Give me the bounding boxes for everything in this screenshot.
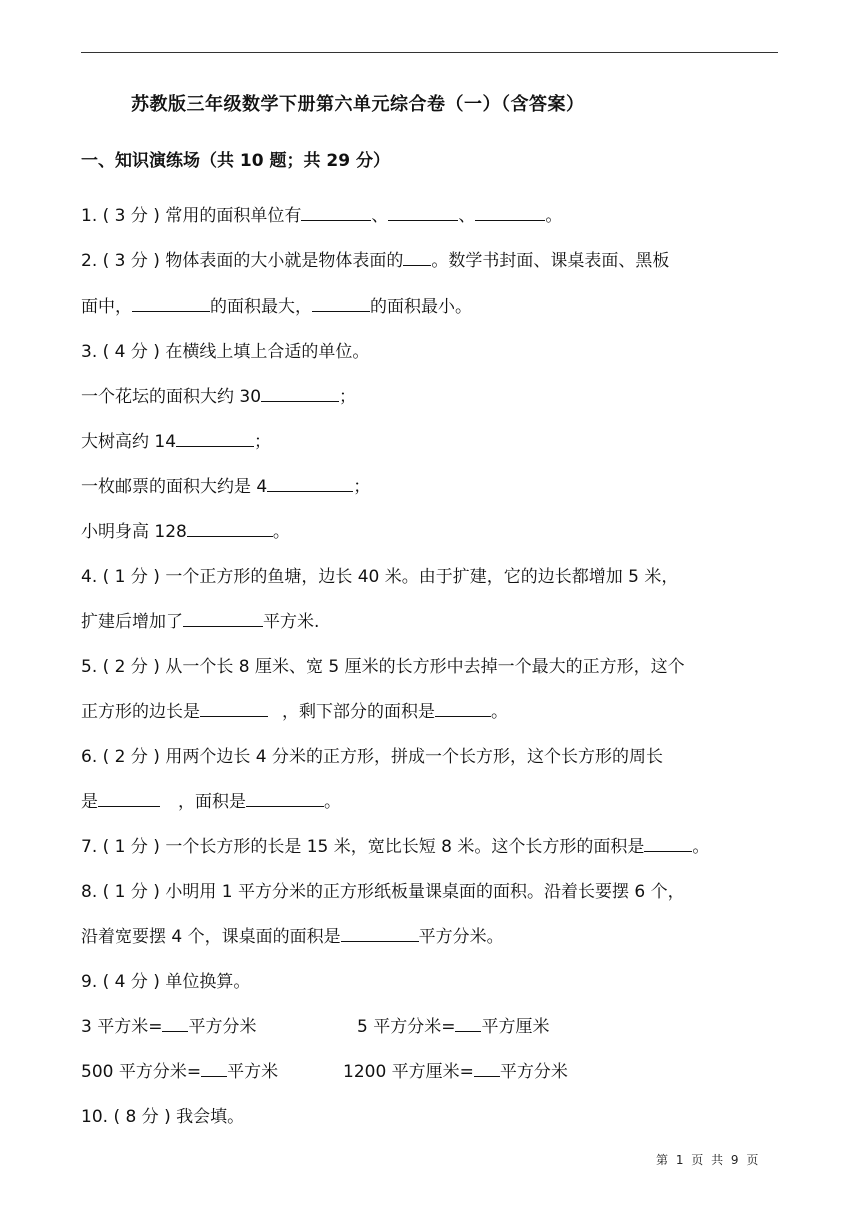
question-8: 8. ( 1 分 ) 小明用 1 平方分米的正方形纸板量课桌面的面积。沿着长要摆 6 个， bbox=[81, 882, 685, 902]
answer-blank[interactable] bbox=[261, 384, 339, 402]
question-3: 3. ( 4 分 ) 在横线上填上合适的单位。 bbox=[81, 342, 370, 362]
answer-blank[interactable] bbox=[435, 699, 491, 717]
question-5-cont: 正方形的边长是 ，剩下部分的面积是 。 bbox=[81, 697, 508, 722]
answer-blank[interactable] bbox=[388, 203, 458, 221]
question-3-item: 一个花坛的面积大约 30 ； bbox=[81, 382, 356, 407]
answer-blank[interactable] bbox=[246, 789, 324, 807]
answer-blank[interactable] bbox=[176, 429, 254, 447]
page-footer: 第 1 页 共 9 页 bbox=[656, 1153, 761, 1167]
page-title: 苏教版三年级数学下册第六单元综合卷（一）（含答案） bbox=[131, 94, 585, 115]
answer-blank[interactable] bbox=[201, 1059, 227, 1077]
question-9: 9. ( 4 分 ) 单位换算。 bbox=[81, 972, 251, 992]
header-rule bbox=[81, 52, 778, 53]
conversion-2: 5 平方分米= 平方厘米 bbox=[357, 1012, 549, 1037]
question-2: 2. ( 3 分 ) 物体表面的大小就是物体表面的 。数学书封面、课桌表面、黑板 bbox=[81, 246, 669, 271]
answer-blank[interactable] bbox=[187, 519, 273, 537]
question-7: 7. ( 1 分 ) 一个长方形的长是 15 米，宽比长短 8 米。这个长方形的面积是 。 bbox=[81, 832, 709, 857]
answer-blank[interactable] bbox=[455, 1014, 481, 1032]
answer-blank[interactable] bbox=[98, 789, 160, 807]
conversion-4: 1200 平方厘米= 平方分米 bbox=[343, 1057, 568, 1082]
question-10: 10. ( 8 分 ) 我会填。 bbox=[81, 1107, 245, 1127]
answer-blank[interactable] bbox=[183, 609, 263, 627]
question-3-item: 大树高约 14 ； bbox=[81, 427, 271, 452]
answer-blank[interactable] bbox=[301, 203, 371, 221]
question-4-cont: 扩建后增加了 平方米. bbox=[81, 607, 319, 632]
question-3-item: 小明身高 128 。 bbox=[81, 517, 290, 542]
question-3-item: 一枚邮票的面积大约是 4 ； bbox=[81, 472, 370, 497]
question-4: 4. ( 1 分 ) 一个正方形的鱼塘，边长 40 米。由于扩建，它的边长都增加 5 米， bbox=[81, 567, 679, 587]
answer-blank[interactable] bbox=[162, 1014, 188, 1032]
answer-blank[interactable] bbox=[475, 203, 545, 221]
answer-blank[interactable] bbox=[267, 474, 353, 492]
question-5: 5. ( 2 分 ) 从一个长 8 厘米、宽 5 厘米的长方形中去掉一个最大的正方形，这个 bbox=[81, 657, 685, 677]
conversion-3: 500 平方分米= 平方米 bbox=[81, 1057, 278, 1082]
answer-blank[interactable] bbox=[644, 834, 692, 852]
answer-blank[interactable] bbox=[474, 1059, 500, 1077]
question-8-cont: 沿着宽要摆 4 个，课桌面的面积是 平方分米。 bbox=[81, 922, 504, 947]
question-1: 1. ( 3 分 ) 常用的面积单位有 、 、 。 bbox=[81, 201, 562, 226]
section-heading: 一、知识演练场（共 10 题；共 29 分） bbox=[81, 151, 390, 171]
answer-blank[interactable] bbox=[312, 294, 370, 312]
conversion-1: 3 平方米= 平方分米 bbox=[81, 1012, 256, 1037]
answer-blank[interactable] bbox=[132, 294, 210, 312]
answer-blank[interactable] bbox=[341, 924, 419, 942]
question-6: 6. ( 2 分 ) 用两个边长 4 分米的正方形，拼成一个长方形，这个长方形的周长 bbox=[81, 747, 663, 767]
question-2-cont: 面中， 的面积最大， 的面积最小。 bbox=[81, 292, 472, 317]
answer-blank[interactable] bbox=[200, 699, 268, 717]
question-6-cont: 是 ，面积是 。 bbox=[81, 787, 341, 812]
answer-blank[interactable] bbox=[403, 248, 431, 266]
